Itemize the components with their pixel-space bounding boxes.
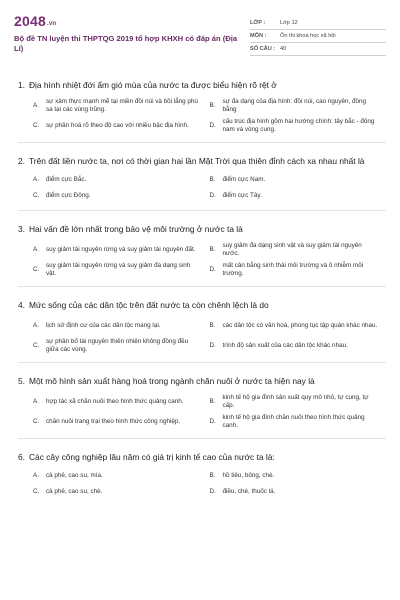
question-number: 6. <box>18 452 25 462</box>
option-letter: B. <box>209 471 216 479</box>
option-c[interactable] <box>33 412 210 432</box>
question-5 <box>14 376 386 439</box>
options <box>14 392 386 432</box>
option-d[interactable] <box>210 484 387 500</box>
option-letter: C. <box>33 265 40 273</box>
option-letter: B. <box>209 101 216 109</box>
question-text: Trên đất liền nước ta, nơi có thời gian hai lần Mặt Trời qua thiên đỉnh cách xa nhau nhất là <box>29 156 365 166</box>
option-letter: B. <box>209 175 216 183</box>
option-letter: D. <box>209 487 216 495</box>
question-6 <box>14 452 386 500</box>
option-letter: A. <box>33 175 39 183</box>
options <box>14 96 386 136</box>
document-title: Bộ đề TN luyện thi THPTQG 2019 tổ hợp KHXH có đáp án (Địa Lí) <box>14 34 238 53</box>
meta-value: Lớp 12 <box>280 20 298 26</box>
option-text: sự phân bố tài nguyên thiên nhiên không đồng đều giữa các vùng. <box>46 337 189 353</box>
option-text: suy giảm đa dạng sinh vật và suy giảm tài nguyên nước. <box>222 241 362 257</box>
option-text: trình độ sản xuất của các dân tộc khác nhau. <box>222 341 348 349</box>
option-c[interactable] <box>33 116 210 136</box>
meta-row-subject <box>250 30 386 43</box>
options <box>14 316 386 356</box>
option-letter: C. <box>33 341 40 349</box>
option-letter: D. <box>209 191 216 199</box>
header-left <box>14 12 250 64</box>
divider <box>18 286 386 287</box>
option-d[interactable] <box>210 188 387 204</box>
divider <box>18 210 386 211</box>
option-text: lịch sử định cư của các dân tộc mang lại. <box>46 321 161 329</box>
option-c[interactable] <box>33 336 210 356</box>
option-text: hồ tiêu, bông, chè. <box>222 471 275 479</box>
option-text: điều, chè, thuốc lá. <box>222 487 276 495</box>
options <box>14 172 386 204</box>
option-letter: C. <box>33 121 40 129</box>
option-a[interactable] <box>33 316 210 336</box>
question-number: 2. <box>18 156 25 166</box>
option-b[interactable] <box>210 172 387 188</box>
question-stem <box>14 224 386 235</box>
divider <box>18 362 386 363</box>
option-letter: A. <box>33 321 39 329</box>
option-letter: C. <box>33 417 40 425</box>
option-text: điểm cực Nam. <box>222 175 266 183</box>
meta-row-class <box>250 17 386 30</box>
question-1 <box>14 80 386 143</box>
option-text: điểm cực Tây. <box>222 191 262 199</box>
option-letter: A. <box>33 101 39 109</box>
question-text: Hai vấn đề lớn nhất trong bảo vệ môi trường ở nước ta là <box>29 224 243 234</box>
option-letter: B. <box>209 245 216 253</box>
option-text: suy giảm tài nguyên rừng và suy giảm tài nguyên đất. <box>46 245 196 253</box>
option-text: điểm cực Đông. <box>46 191 91 199</box>
header <box>14 0 386 64</box>
option-text: hợp tác xã chăn nuôi theo hình thức quảng canh. <box>46 397 184 405</box>
option-text: cà phê, cao su, chè. <box>46 487 103 495</box>
question-number: 4. <box>18 300 25 310</box>
option-letter: D. <box>209 417 216 425</box>
option-letter: D. <box>209 265 216 273</box>
option-d[interactable] <box>210 116 387 136</box>
question-text: Mức sống của các dân tộc trên đất nước ta còn chênh lệch là do <box>29 300 269 310</box>
option-d[interactable] <box>210 260 387 280</box>
divider <box>18 142 386 143</box>
question-text: Một mô hình sản xuất hàng hoá trong ngành chăn nuôi ở nước ta hiện nay là <box>29 376 315 386</box>
option-text: cấu trúc địa hình gồm hai hướng chính: tây bắc - đông nam và vòng cung. <box>222 117 375 133</box>
option-b[interactable] <box>210 316 387 336</box>
question-stem <box>14 452 386 463</box>
site-logo[interactable] <box>14 12 250 30</box>
option-text: sự phân hoá rõ theo độ cao với nhiều bậc địa hình. <box>46 121 189 129</box>
options <box>14 240 386 280</box>
logo-suffix: .vn <box>46 21 57 27</box>
logo-main: 2048 <box>14 13 46 29</box>
option-c[interactable] <box>33 260 210 280</box>
option-text: các dân tộc có văn hoá, phong tục tập quán khác nhau. <box>222 321 378 329</box>
option-text: sự xâm thực mạnh mẽ tại miền đồi núi và bồi lắng phù sa tại các vùng trũng. <box>46 97 198 113</box>
meta-label: LỚP : <box>250 20 266 26</box>
question-stem <box>14 300 386 311</box>
option-text: sự đa dạng của địa hình: đồi núi, cao nguyên, đồng bằng <box>222 97 367 113</box>
option-text: cà phê, cao su, mía. <box>46 471 103 479</box>
question-stem <box>14 376 386 387</box>
meta-value: 40 <box>280 46 287 52</box>
question-4 <box>14 300 386 363</box>
option-text: điểm cực Bắc. <box>46 175 87 183</box>
option-letter: A. <box>33 245 39 253</box>
option-text: kinh tế hộ gia đình chăn nuôi theo hình thức quảng canh. <box>222 413 365 429</box>
option-a[interactable] <box>33 96 210 116</box>
meta-label: MÔN : <box>250 33 267 39</box>
question-text: Địa hình nhiệt đới ẩm gió mùa của nước ta được biểu hiện rõ rệt ở <box>29 80 277 90</box>
divider <box>18 438 386 439</box>
option-b[interactable] <box>210 468 387 484</box>
question-number: 1. <box>18 80 25 90</box>
option-text: mất cân bằng sinh thái môi trường và ô nhiễm môi trường. <box>222 261 364 277</box>
option-text: chăn nuôi trang trại theo hình thức công nghiệp. <box>46 417 181 425</box>
option-d[interactable] <box>210 412 387 432</box>
option-letter: C. <box>33 191 40 199</box>
option-a[interactable] <box>33 172 210 188</box>
option-text: suy giảm tài nguyên rừng và suy giảm đa dạng sinh vật. <box>46 261 191 277</box>
question-stem <box>14 156 386 167</box>
question-3 <box>14 224 386 287</box>
option-c[interactable] <box>33 484 210 500</box>
option-b[interactable] <box>210 392 387 412</box>
question-text: Các cây công nghiệp lâu năm có giá trị kinh tế cao của nước ta là: <box>29 452 275 462</box>
option-letter: D. <box>209 121 216 129</box>
option-b[interactable] <box>210 96 387 116</box>
question-stem <box>14 80 386 91</box>
option-a[interactable] <box>33 468 210 484</box>
option-letter: C. <box>33 487 40 495</box>
meta-value: Ôn thi khoa học xã hội <box>280 33 336 39</box>
option-text: kinh tế hộ gia đình sản xuất quy mô nhỏ, tự cung, tự cấp. <box>222 393 369 409</box>
question-2 <box>14 156 386 211</box>
option-d[interactable] <box>210 336 387 356</box>
meta-row-count <box>250 43 386 56</box>
option-a[interactable] <box>33 392 210 412</box>
option-letter: D. <box>209 341 216 349</box>
meta-label: SỐ CÂU : <box>250 46 276 52</box>
options <box>14 468 386 500</box>
question-number: 5. <box>18 376 25 386</box>
option-letter: B. <box>209 321 216 329</box>
question-number: 3. <box>18 224 25 234</box>
option-b[interactable] <box>210 240 387 260</box>
option-a[interactable] <box>33 240 210 260</box>
header-meta <box>250 12 386 64</box>
option-letter: A. <box>33 471 39 479</box>
option-letter: A. <box>33 397 39 405</box>
option-letter: B. <box>209 397 216 405</box>
option-c[interactable] <box>33 188 210 204</box>
